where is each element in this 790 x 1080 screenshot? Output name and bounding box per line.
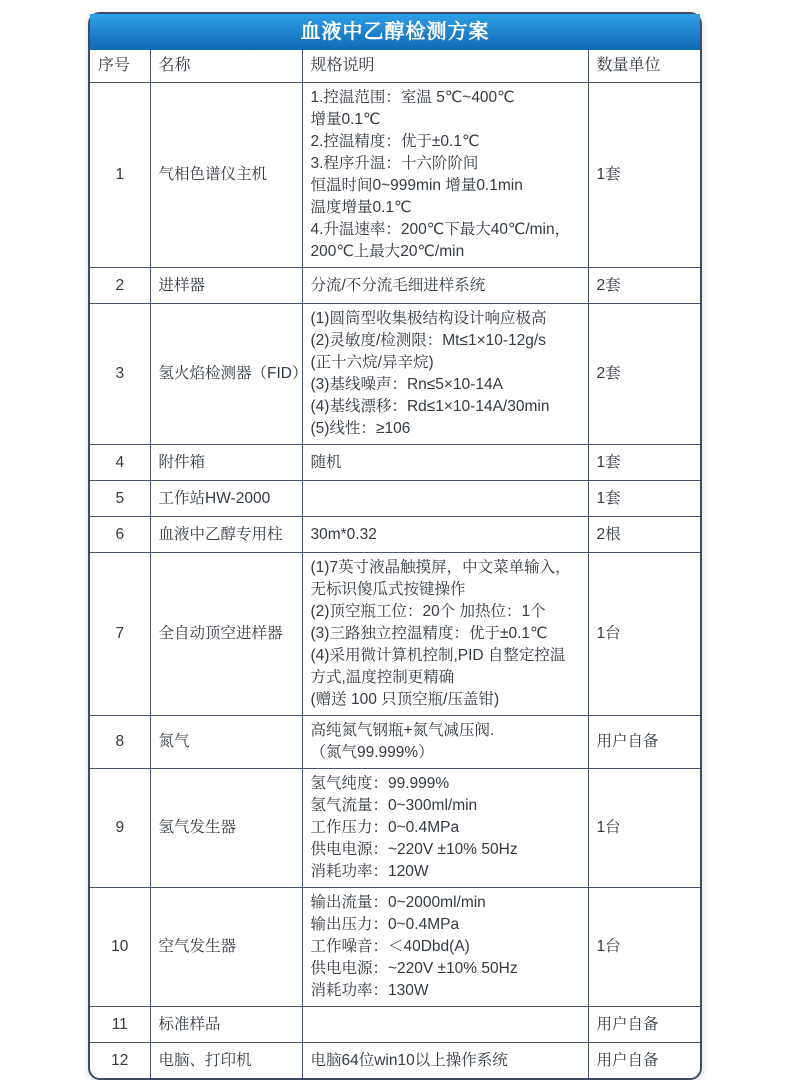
item-name-cell: 工作站HW-2000 <box>150 481 302 517</box>
spec-line: (2)顶空瓶工位：20个 加热位：1个 <box>310 603 546 620</box>
table-header <box>90 50 700 83</box>
table-row <box>90 1007 700 1043</box>
spec-line: (1)7英寸液晶触摸屏，中文菜单输入， <box>310 559 571 576</box>
quantity-cell: 1套 <box>588 83 700 268</box>
spec-line: 工作噪音：＜40Dbd(A) <box>310 938 470 955</box>
spec-line: 2.控温精度：优于±0.1℃ <box>310 133 480 150</box>
spec-cell <box>302 1043 588 1079</box>
spec-line: 30m*0.32 <box>310 525 377 543</box>
col-header-no: 序号 <box>90 50 150 83</box>
quantity-cell: 1套 <box>588 481 700 517</box>
spec-line: (3)基线噪声：Rn≤5×10-14A <box>310 376 503 393</box>
spec-cell <box>302 481 588 517</box>
spec-cell <box>302 517 588 553</box>
spec-line: (正十六烷/异辛烷) <box>310 354 434 371</box>
spec-line: 输出流量：0~2000ml/min <box>310 894 486 911</box>
spec-line: (1)圆筒型收集极结构设计响应极高 <box>310 310 547 327</box>
spec-line: 电脑64位win10以上操作系统 <box>310 1051 508 1069</box>
quantity-cell: 2套 <box>588 304 700 445</box>
table-row <box>90 553 700 716</box>
quantity-cell: 1台 <box>588 769 700 888</box>
table-body <box>90 83 700 1079</box>
spec-line: 3.程序升温：十六阶阶间 <box>310 155 479 172</box>
spec-line: 4.升温速率：200℃下最大40℃/min， <box>310 221 571 238</box>
spec-line: 供电电源：~220V ±10% 50Hz <box>310 841 518 858</box>
row-number-cell: 1 <box>90 83 150 268</box>
spec-cell <box>302 83 588 268</box>
item-name-cell: 血液中乙醇专用柱 <box>150 517 302 553</box>
col-header-name: 名称 <box>150 50 302 83</box>
spec-cell <box>302 553 588 716</box>
spec-line: 增量0.1℃ <box>310 111 381 128</box>
table-row <box>90 445 700 481</box>
spec-line: 随机 <box>310 453 342 471</box>
spec-cell <box>302 716 588 769</box>
quantity-cell: 2套 <box>588 268 700 304</box>
table-row <box>90 1043 700 1079</box>
spec-line: (2)灵敏度/检测限：Mt≤1×10-12g/s <box>310 332 546 349</box>
spec-line: 分流/不分流毛细进样系统 <box>310 276 486 294</box>
spec-line: 氢气纯度：99.999% <box>310 775 450 792</box>
quantity-cell: 用户自备 <box>588 1007 700 1043</box>
quantity-cell: 用户自备 <box>588 1043 700 1079</box>
spec-cell <box>302 268 588 304</box>
row-number-cell: 3 <box>90 304 150 445</box>
row-number-cell: 11 <box>90 1007 150 1043</box>
spec-line: 1.控温范围：室温 5℃~400℃ <box>310 89 515 106</box>
spec-line: (赠送 100 只顶空瓶/压盖钳) <box>310 691 500 708</box>
table-row <box>90 481 700 517</box>
spec-line: (3)三路独立控温精度：优于±0.1℃ <box>310 625 548 642</box>
quantity-cell: 2根 <box>588 517 700 553</box>
quantity-cell: 1套 <box>588 445 700 481</box>
table-row <box>90 304 700 445</box>
item-name-cell: 氢火焰检测器（FID） <box>150 304 302 445</box>
table-row <box>90 517 700 553</box>
item-name-cell: 氢气发生器 <box>150 769 302 888</box>
spec-cell <box>302 304 588 445</box>
spec-line: 氢气流量：0~300ml/min <box>310 797 478 814</box>
table-row <box>90 769 700 888</box>
spec-line: 消耗功率：120W <box>310 863 429 880</box>
item-name-cell: 标准样品 <box>150 1007 302 1043</box>
item-name-cell: 氮气 <box>150 716 302 769</box>
spec-line: 高纯氮气钢瓶+氮气减压阀. <box>310 722 495 739</box>
spec-line: （氮气99.999%） <box>310 744 434 761</box>
spec-cell <box>302 769 588 888</box>
spec-table <box>90 50 700 1078</box>
row-number-cell: 4 <box>90 445 150 481</box>
row-number-cell: 2 <box>90 268 150 304</box>
row-number-cell: 7 <box>90 553 150 716</box>
table-title: 血液中乙醇检测方案 <box>300 21 490 43</box>
item-name-cell: 空气发生器 <box>150 888 302 1007</box>
row-number-cell: 9 <box>90 769 150 888</box>
spec-line: 输出压力：0~0.4MPa <box>310 916 460 933</box>
item-name-cell: 进样器 <box>150 268 302 304</box>
row-number-cell: 5 <box>90 481 150 517</box>
spec-table-panel <box>88 12 702 1080</box>
item-name-cell: 气相色谱仪主机 <box>150 83 302 268</box>
quantity-cell: 用户自备 <box>588 716 700 769</box>
table-row <box>90 268 700 304</box>
table-row <box>90 716 700 769</box>
spec-line: 温度增量0.1℃ <box>310 199 412 216</box>
spec-cell <box>302 1007 588 1043</box>
spec-line: 无标识傻瓜式按键操作 <box>310 581 466 598</box>
spec-line: 方式,温度控制更精确 <box>310 669 455 686</box>
quantity-cell: 1台 <box>588 553 700 716</box>
table-row <box>90 888 700 1007</box>
spec-line: (5)线性：≥106 <box>310 420 411 437</box>
table-header-row <box>90 50 700 83</box>
item-name-cell: 附件箱 <box>150 445 302 481</box>
quantity-cell: 1台 <box>588 888 700 1007</box>
table-title-bar <box>90 14 700 50</box>
col-header-spec: 规格说明 <box>302 50 588 83</box>
table-row <box>90 83 700 268</box>
row-number-cell: 12 <box>90 1043 150 1079</box>
spec-line: 消耗功率：130W <box>310 982 429 999</box>
row-number-cell: 6 <box>90 517 150 553</box>
spec-line: (4)采用微计算机控制,PID 自整定控温 <box>310 647 566 664</box>
spec-line: 工作压力：0~0.4MPa <box>310 819 460 836</box>
row-number-cell: 8 <box>90 716 150 769</box>
spec-line: 200℃上最大20℃/min <box>310 243 465 260</box>
item-name-cell: 全自动顶空进样器 <box>150 553 302 716</box>
spec-line: (4)基线漂移：Rd≤1×10-14A/30min <box>310 398 550 415</box>
spec-line: 恒温时间0~999min 增量0.1min <box>310 177 523 194</box>
col-header-qty: 数量单位 <box>588 50 700 83</box>
row-number-cell: 10 <box>90 888 150 1007</box>
spec-cell <box>302 445 588 481</box>
item-name-cell: 电脑、打印机 <box>150 1043 302 1079</box>
spec-cell <box>302 888 588 1007</box>
spec-line: 供电电源：~220V ±10% 50Hz <box>310 960 518 977</box>
